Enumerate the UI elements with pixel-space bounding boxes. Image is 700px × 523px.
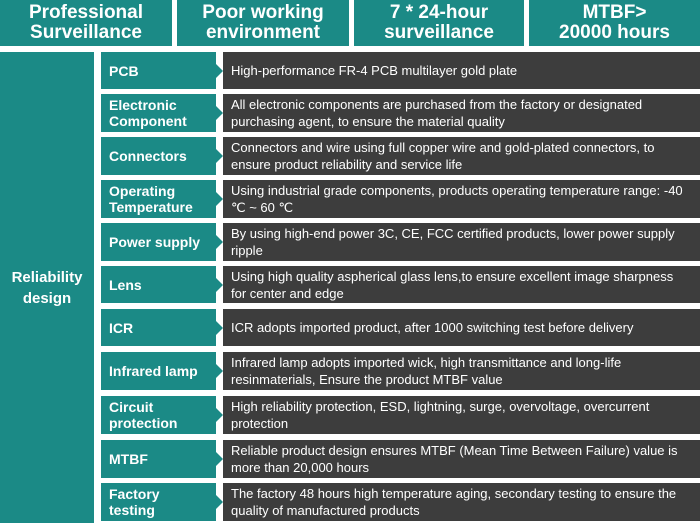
arrow-icon — [216, 235, 223, 249]
row-label: Connectors — [101, 137, 216, 175]
spec-row-pcb — [101, 52, 700, 89]
row-label: MTBF — [101, 440, 216, 478]
row-label: Power supply — [101, 223, 216, 261]
row-description: The factory 48 hours high temperature aging, secondary testing to ensure the quality of manufactured products — [223, 483, 700, 521]
row-description: ICR adopts imported product, after 1000 switching test before delivery — [223, 309, 700, 346]
row-label: Infrared lamp — [101, 352, 216, 390]
header-24-hour-surveillance: 7 * 24-hour surveillance — [354, 0, 524, 46]
arrow-icon — [216, 364, 223, 378]
spec-row-mtbf — [101, 440, 700, 478]
arrow-icon — [216, 452, 223, 466]
row-label: Circuit protection — [101, 396, 216, 434]
row-description: High reliability protection, ESD, lightning, surge, overvoltage, overcurrent protection — [223, 396, 700, 434]
row-label: ICR — [101, 309, 216, 346]
row-label: Operating Temperature — [101, 180, 216, 218]
row-description: High-performance FR-4 PCB multilayer gold plate — [223, 52, 700, 89]
reliability-design-label: Reliability design — [0, 52, 94, 523]
spec-row-icr — [101, 309, 700, 346]
row-description: Infrared lamp adopts imported wick, high transmittance and long-life resinmaterials, Ensure the product MTBF value — [223, 352, 700, 390]
row-description: Connectors and wire using full copper wire and gold-plated connectors, to ensure product reliability and service life — [223, 137, 700, 175]
spec-row-power-supply — [101, 223, 700, 261]
arrow-icon — [216, 495, 223, 509]
row-label: Electronic Component — [101, 94, 216, 132]
row-label: Lens — [101, 266, 216, 303]
spec-row-electronic-component — [101, 94, 700, 132]
arrow-icon — [216, 149, 223, 163]
spec-row-circuit-protection — [101, 396, 700, 434]
row-description: All electronic components are purchased from the factory or designated purchasing agent, to ensure the material quality — [223, 94, 700, 132]
arrow-icon — [216, 408, 223, 422]
row-label: PCB — [101, 52, 216, 89]
spec-row-connectors — [101, 137, 700, 175]
header-mtbf: MTBF> 20000 hours — [529, 0, 700, 46]
spec-row-operating-temperature — [101, 180, 700, 218]
arrow-icon — [216, 106, 223, 120]
row-label: Factory testing — [101, 483, 216, 521]
arrow-icon — [216, 64, 223, 78]
arrow-icon — [216, 278, 223, 292]
row-description: By using high-end power 3C, CE, FCC certified products, lower power supply ripple — [223, 223, 700, 261]
header-professional-surveillance: Professional Surveillance — [0, 0, 172, 46]
row-description: Reliable product design ensures MTBF (Mean Time Between Failure) value is more than 20,000 hours — [223, 440, 700, 478]
arrow-icon — [216, 192, 223, 206]
row-description: Using industrial grade components, products operating temperature range: -40 ℃ ~ 60 ℃ — [223, 180, 700, 218]
spec-row-lens — [101, 266, 700, 303]
spec-row-infrared-lamp — [101, 352, 700, 390]
arrow-icon — [216, 321, 223, 335]
spec-row-factory-testing — [101, 483, 700, 521]
header-poor-working-environment: Poor working environment — [177, 0, 349, 46]
row-description: Using high quality aspherical glass lens,to ensure excellent image sharpness for center and edge — [223, 266, 700, 303]
